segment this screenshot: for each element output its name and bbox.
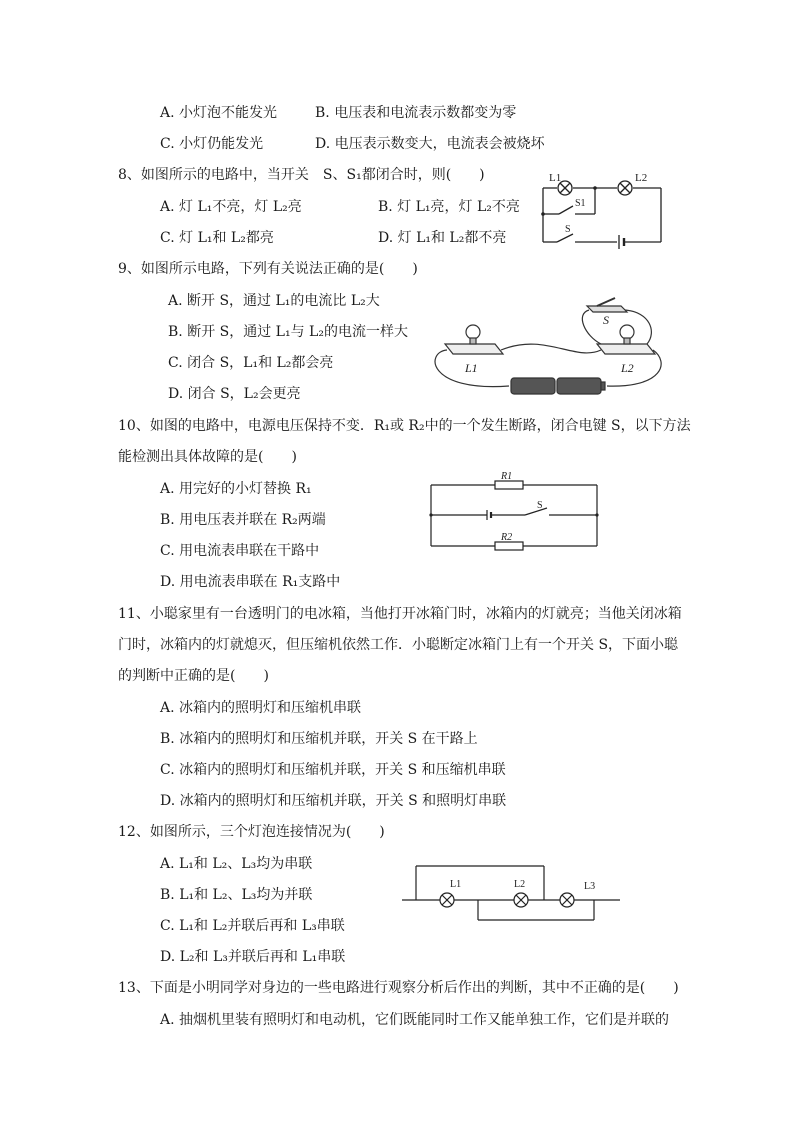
q10-label-r1: R1: [501, 471, 513, 482]
q9-option-a: A. 断开 S，通过 L₁的电流比 L₂大: [168, 293, 380, 309]
q12-stem: 12、如图所示，三个灯泡连接情况为( ): [118, 824, 385, 840]
q8-circuit-diagram: [535, 170, 670, 250]
q12-circuit-diagram: [398, 858, 623, 926]
q9-option-b: B. 断开 S，通过 L₁与 L₂的电流一样大: [168, 324, 408, 340]
q8-label-l2: L2: [635, 172, 648, 184]
q13-stem: 13、下面是小明同学对身边的一些电路进行观察分析后作出的判断，其中不正确的是( ): [118, 980, 679, 996]
q12-option-a: A. L₁和 L₂、L₃均为串联: [160, 856, 313, 872]
q11-option-a: A. 冰箱内的照明灯和压缩机串联: [160, 700, 362, 716]
q9-stem: 9、如图所示电路，下列有关说法正确的是( ): [118, 261, 418, 277]
q10-option-c: C. 用电流表串联在干路中: [160, 543, 320, 559]
q11-stem-line1: 11、小聪家里有一台透明门的电冰箱，当他打开冰箱门时，冰箱内的灯就亮；当他关闭冰箱: [118, 606, 682, 622]
q8-option-c: C. 灯 L₁和 L₂都亮: [160, 230, 274, 246]
q7-option-d: D. 电压表示数变大，电流表会被烧坏: [315, 136, 545, 152]
q9-option-c: C. 闭合 S，L₁和 L₂都会亮: [168, 355, 334, 371]
q9-option-d: D. 闭合 S，L₂会更亮: [168, 386, 301, 402]
q13-option-a: A. 抽烟机里装有照明灯和电动机，它们既能同时工作又能单独工作，它们是并联的: [160, 1012, 670, 1028]
q7-option-b: B. 电压表和电流表示数都变为零: [315, 105, 517, 121]
q10-circuit-diagram: [425, 470, 605, 555]
q7-option-a: A. 小灯泡不能发光: [160, 105, 278, 121]
q11-stem-line2: 门时，冰箱内的灯就熄灭，但压缩机依然工作．小聪断定冰箱门上有一个开关 S，下面小聪: [118, 637, 679, 653]
q9-physical-circuit: [425, 292, 670, 407]
q11-option-b: B. 冰箱内的照明灯和压缩机并联，开关 S 在干路上: [160, 731, 478, 747]
q10-stem-line1: 10、如图的电路中，电源电压保持不变．R₁或 R₂中的一个发生断路，闭合电键 S，以下方法: [118, 418, 691, 434]
q9-label-l1: L1: [465, 361, 478, 375]
q12-option-d: D. L₂和 L₃并联后再和 L₁串联: [160, 949, 346, 965]
q8-option-d: D. 灯 L₁和 L₂都不亮: [378, 230, 507, 246]
q8-label-s1: S1: [575, 198, 586, 209]
q12-label-l3: L3: [584, 881, 596, 892]
q10-option-a: A. 用完好的小灯替换 R₁: [160, 481, 312, 497]
q9-label-s: S: [603, 313, 609, 327]
q12-option-b: B. L₁和 L₂、L₃均为并联: [160, 887, 313, 903]
q11-option-d: D. 冰箱内的照明灯和压缩机并联，开关 S 和照明灯串联: [160, 793, 507, 809]
q9-label-l2: L2: [621, 361, 634, 375]
q8-stem: 8、如图所示的电路中，当开关 S、S₁都闭合时，则( ): [118, 167, 485, 183]
q10-label-r2: R2: [501, 532, 513, 543]
q10-stem-line2: 能检测出具体故障的是( ): [118, 449, 297, 465]
q12-label-l1: L1: [450, 879, 462, 890]
q10-option-b: B. 用电压表并联在 R₂两端: [160, 512, 326, 528]
q8-option-a: A. 灯 L₁不亮，灯 L₂亮: [160, 199, 302, 215]
q7-option-c: C. 小灯仍能发光: [160, 136, 264, 152]
q10-label-s: S: [537, 500, 543, 511]
q8-label-l1: L1: [549, 172, 562, 184]
q11-option-c: C. 冰箱内的照明灯和压缩机并联，开关 S 和压缩机串联: [160, 762, 506, 778]
q10-option-d: D. 用电流表串联在 R₁支路中: [160, 574, 341, 590]
q11-stem-line3: 的判断中正确的是( ): [118, 668, 269, 684]
q12-label-l2: L2: [514, 879, 526, 890]
q8-option-b: B. 灯 L₁亮，灯 L₂不亮: [378, 199, 520, 215]
q12-option-c: C. L₁和 L₂并联后再和 L₃串联: [160, 918, 345, 934]
q8-label-s: S: [565, 224, 571, 235]
